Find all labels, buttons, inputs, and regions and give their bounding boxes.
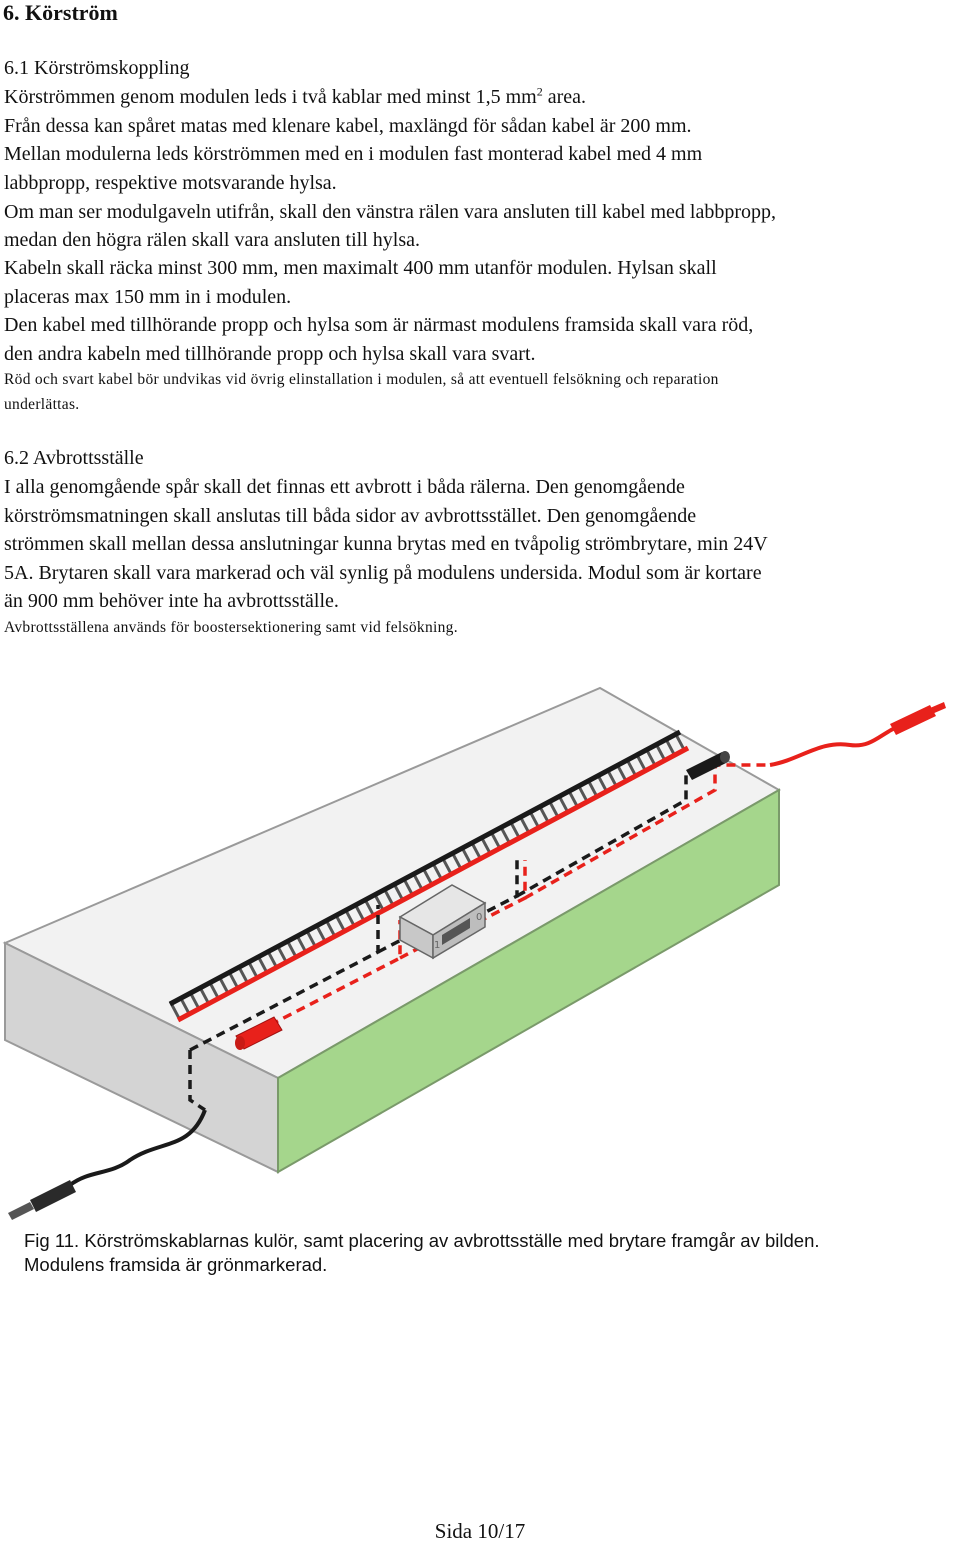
subsection-title-6-2: 6.2 Avbrottsställe <box>4 447 144 469</box>
paragraph-line: 5A. Brytaren skall vara markerad och väl synlig på modulens undersida. Modul som är kortare <box>4 562 762 584</box>
paragraph-line: labbpropp, respektive motsvarande hylsa. <box>4 172 337 194</box>
subsection-title-6-1: 6.1 Körströmskoppling <box>4 57 190 79</box>
switch-label-1: 1 <box>434 940 441 951</box>
figure-caption-line: Fig 11. Körströmskablarnas kulör, samt placering av avbrottsställe med brytare framgår av bilden. <box>24 1230 820 1251</box>
paragraph-line: den andra kabeln med tillhörande propp och hylsa skall vara svart. <box>4 343 536 365</box>
note-line: underlättas. <box>4 396 80 413</box>
paragraph-line: än 900 mm behöver inte ha avbrottsställe. <box>4 590 339 612</box>
external-cable-red <box>770 702 946 765</box>
paragraph-line: Om man ser modulgaveln utifrån, skall den vänstra rälen vara ansluten till kabel med labbpropp, <box>4 201 776 223</box>
paragraph-line: I alla genomgående spår skall det finnas ett avbrott i båda rälerna. Den genomgående <box>4 476 685 498</box>
switch-label-0: 0 <box>476 912 483 923</box>
figure-caption-line: Modulens framsida är grönmarkerad. <box>24 1254 328 1275</box>
paragraph-line: Körströmmen genom modulen leds i två kablar med minst 1,5 $mm^2$ area. <box>4 84 586 108</box>
paragraph-line: körströmsmatningen skall anslutas till båda sidor av avbrottsstället. Den genomgående <box>4 505 697 527</box>
paragraph-line: Mellan modulerna leds körströmmen med en i modulen fast monterad kabel med 4 mm <box>4 143 703 165</box>
external-cable-black <box>8 1110 205 1220</box>
paragraph-line: Kabeln skall räcka minst 300 mm, men maximalt 400 mm utanför modulen. Hylsan skall <box>4 257 717 279</box>
paragraph-line: Den kabel med tillhörande propp och hylsa som är närmast modulens framsida skall vara röd, <box>4 314 754 336</box>
paragraph-line: medan den högra rälen skall vara ansluten till hylsa. <box>4 229 420 251</box>
paragraph-line: strömmen skall mellan dessa anslutningar kunna brytas med en tvåpolig strömbrytare, min 24V <box>4 533 768 555</box>
section-heading: 6. Körström <box>3 0 118 25</box>
paragraph-line: placeras max 150 mm in i modulen. <box>4 286 292 308</box>
note-line: Avbrottsställena används för boostersektionering samt vid felsökning. <box>4 619 458 636</box>
page-number: Sida 10/17 <box>434 1519 526 1543</box>
note-line: Röd och svart kabel bör undvikas vid övrig elinstallation i modulen, så att eventuell felsökning och reparation <box>4 371 719 388</box>
paragraph-line: Från dessa kan spåret matas med klenare kabel, maxlängd för sådan kabel är 200 mm. <box>4 115 692 137</box>
module-wiring-figure <box>0 650 960 1230</box>
